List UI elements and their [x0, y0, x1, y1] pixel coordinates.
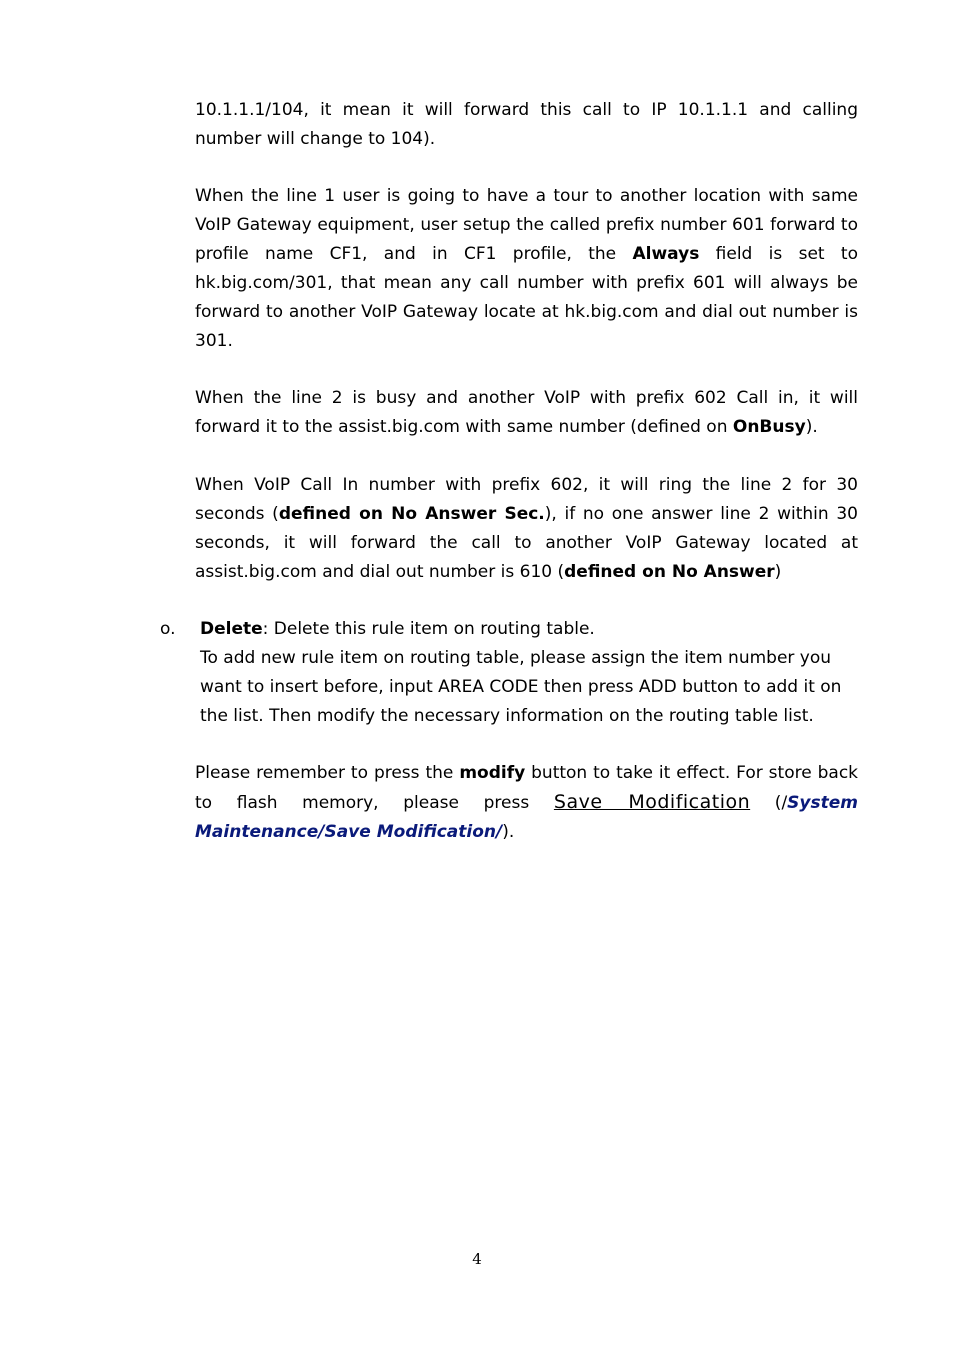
paragraph-text: When VoIP Call In number with prefix 602, it will ring the line 2 for 30 seconds ( — [195, 475, 858, 524]
page-number: 4 — [472, 1250, 482, 1268]
paragraph-text: When the line 1 user is going to have a tour to another location with same VoIP Gateway equipment, user setup the called prefix number 601 forward to profile name CF1, and in CF1 profile, the — [195, 186, 858, 264]
bullet-body — [200, 615, 860, 731]
paragraph-text: Please remember to press the — [195, 763, 460, 783]
bullet-marker: o. — [160, 619, 176, 639]
paragraph-no-answer — [195, 471, 858, 587]
term-no-answer-sec: defined on No Answer Sec. — [278, 504, 545, 524]
paragraph-text: (/ — [750, 793, 788, 813]
paragraph-text: ). — [502, 822, 515, 842]
term-no-answer: defined on No Answer — [564, 562, 775, 582]
paragraph-text: field is set to hk.big.com/301, that mean any call number with prefix 601 will always be forward to another VoIP Gateway locate at hk.big.com and dial out number is 301. — [195, 244, 858, 351]
term-always: Always — [632, 244, 700, 264]
term-modify: modify — [459, 763, 526, 783]
save-modification-link[interactable]: Save Modification — [553, 791, 751, 813]
paragraph-save-reminder — [195, 759, 858, 847]
paragraph-forward-ip — [195, 96, 858, 154]
paragraph-text: ) — [774, 562, 782, 582]
bullet-text-add-rule: To add new rule item on routing table, please assign the item number you want to insert before, input AREA CODE then press ADD button to add it on the list. Then modify the necessary information on the routing table list. — [200, 648, 842, 726]
paragraph-text: ), if no one answer line 2 within 30 seconds, it will forward the call to another VoIP Gateway located at assist.big.com and dial out number is 610 ( — [195, 504, 858, 582]
paragraph-text: button to take it effect. For store back to flash memory, please press — [195, 763, 859, 813]
paragraph-text: ). — [805, 417, 818, 437]
term-delete: Delete — [200, 619, 263, 639]
paragraph-text: 10.1.1.1/104, it mean it will forward this call to IP 10.1.1.1 and calling number will change to 104). — [195, 100, 858, 149]
paragraph-line1-tour — [195, 182, 858, 356]
menu-path-separator: / — [318, 822, 325, 842]
paragraph-line2-busy — [195, 384, 858, 442]
menu-path-system-maintenance: System Maintenance — [195, 793, 858, 842]
paragraph-text: When the line 2 is busy and another VoIP with prefix 602 Call in, it will forward it to the assist.big.com with same number (defined on — [195, 388, 858, 437]
term-onbusy: OnBusy — [732, 417, 806, 437]
menu-path-save-modification: Save Modification/ — [324, 822, 503, 842]
bullet-text: : Delete this rule item on routing table. — [262, 619, 595, 639]
